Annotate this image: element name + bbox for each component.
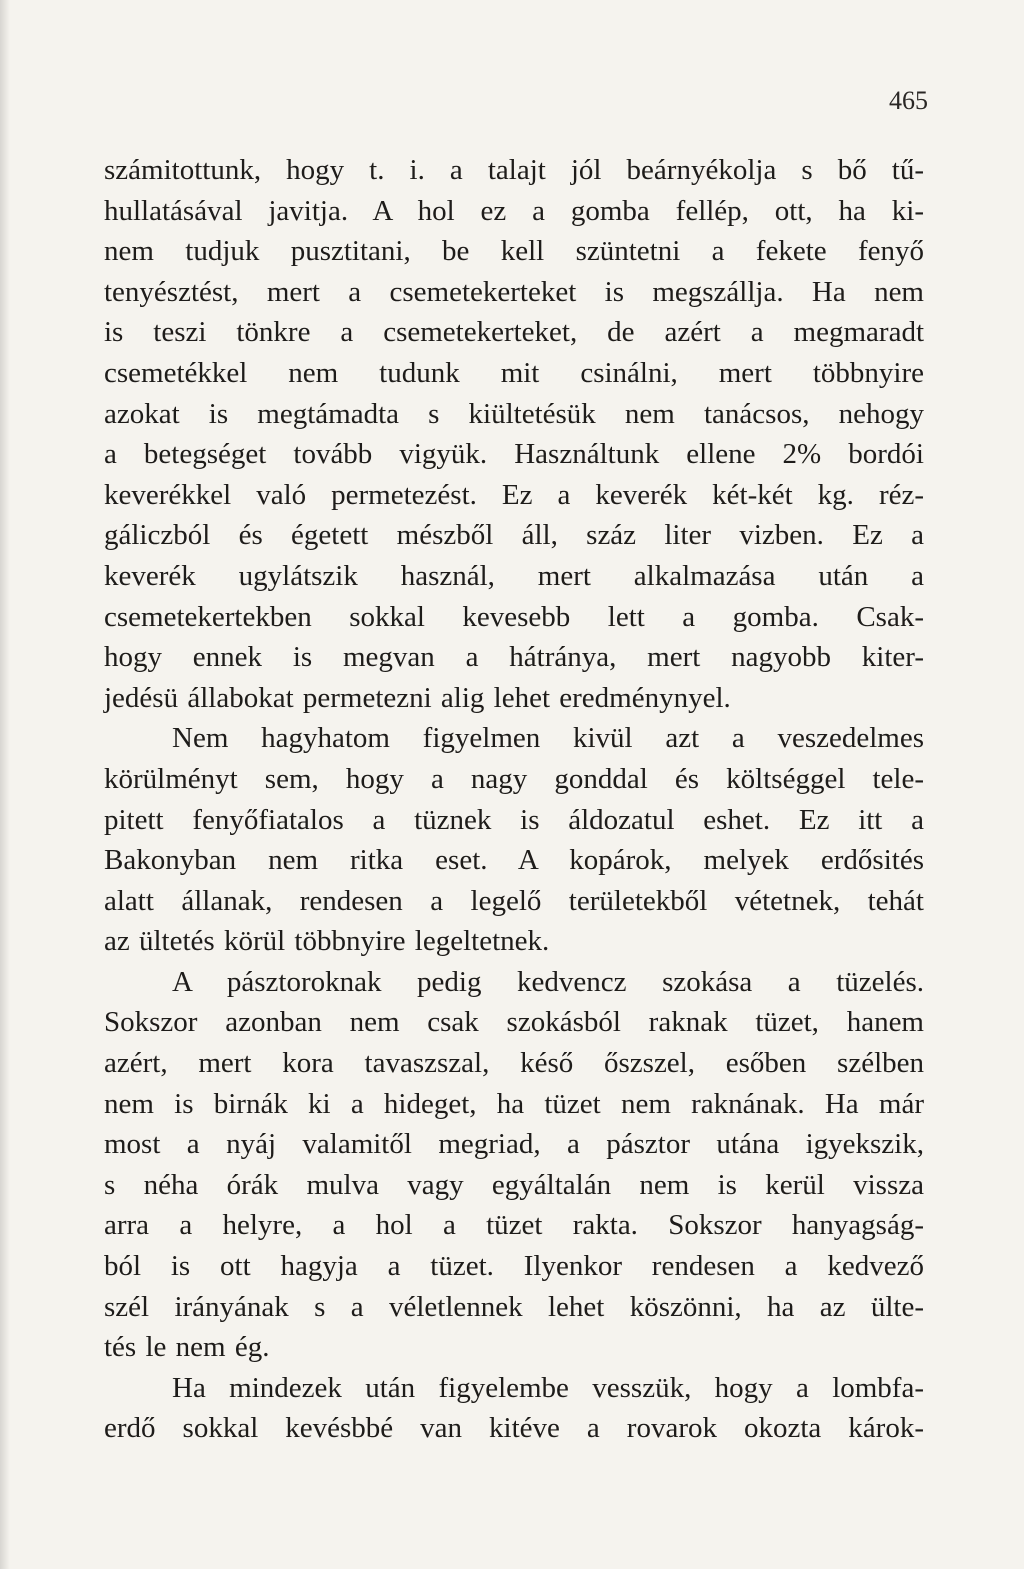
text-line: az ültetés körül többnyire legeltetnek.	[104, 925, 550, 958]
text-line: szél irányának s a véletlennek lehet köszönni, ha az ülte-	[104, 1290, 924, 1323]
text-line: s néha órák mulva vagy egyáltalán nem is kerül vissza	[104, 1168, 924, 1201]
text-line: ból is ott hagyja a tüzet. Ilyenkor rendesen a kedvező	[104, 1250, 924, 1283]
text-line: tenyésztést, mert a csemetekerteket is megszállja. Ha nem	[104, 275, 924, 308]
text-line: Bakonyban nem ritka eset. A kopárok, melyek erdősités	[104, 844, 924, 877]
page-number: 465	[889, 86, 928, 115]
page-edge-shadow	[0, 0, 10, 1569]
text-line: Sokszor azonban nem csak szokásból raknak tüzet, hanem	[104, 1006, 924, 1039]
text-line: hullatásával javitja. A hol ez a gomba fellép, ott, ha ki-	[104, 194, 924, 227]
text-line: csemetekertekben sokkal kevesebb lett a gomba. Csak-	[104, 600, 924, 633]
text-line: körülményt sem, hogy a nagy gonddal és költséggel tele-	[104, 762, 924, 795]
text-line: azokat is megtámadta s kiültetésük nem tanácsos, nehogy	[104, 397, 924, 430]
text-line: tés le nem ég.	[104, 1331, 270, 1364]
text-line: a betegséget tovább vigyük. Használtunk ellene 2% bordói	[104, 438, 924, 471]
text-line: is teszi tönkre a csemetekerteket, de azért a megmaradt	[104, 316, 924, 349]
text-line: A pásztoroknak pedig kedvencz szokása a tüzelés.	[172, 965, 924, 998]
text-line: nem is birnák ki a hideget, ha tüzet nem raknának. Ha már	[104, 1087, 924, 1120]
text-line: arra a helyre, a hol a tüzet rakta. Sokszor hanyagság-	[104, 1209, 924, 1242]
text-line: nem tudjuk pusztitani, be kell szüntetni a fekete fenyő	[104, 235, 924, 268]
text-line: keverékkel való permetezést. Ez a keverék két-két kg. réz-	[104, 478, 924, 511]
body-text	[104, 150, 924, 1449]
text-line: gáliczból és égetett mészből áll, száz liter vizben. Ez a	[104, 519, 924, 552]
text-line: azért, mert kora tavaszszal, késő őszszel, esőben szélben	[104, 1047, 924, 1080]
text-line: jedésü állabokat permetezni alig lehet eredménynyel.	[104, 681, 731, 714]
text-line: hogy ennek is megvan a hátránya, mert nagyobb kiter-	[104, 641, 924, 674]
text-line: keverék ugylátszik használ, mert alkalmazása után a	[104, 559, 924, 592]
text-line: csemetékkel nem tudunk mit csinálni, mert többnyire	[104, 356, 924, 389]
text-line: Nem hagyhatom figyelmen kivül azt a veszedelmes	[172, 722, 924, 755]
text-line: számitottunk, hogy t. i. a talajt jól beárnyékolja s bő tű-	[104, 154, 924, 186]
text-line: most a nyáj valamitől megriad, a pásztor utána igyekszik,	[104, 1128, 924, 1161]
text-line: erdő sokkal kevésbbé van kitéve a rovarok okozta károk-	[104, 1412, 924, 1445]
text-line: alatt állanak, rendesen a legelő területekből vétetnek, tehát	[104, 884, 924, 917]
text-line: pitett fenyőfiatalos a tüznek is áldozatul eshet. Ez itt a	[104, 803, 924, 836]
text-line: Ha mindezek után figyelembe vesszük, hogy a lombfa-	[172, 1371, 924, 1404]
